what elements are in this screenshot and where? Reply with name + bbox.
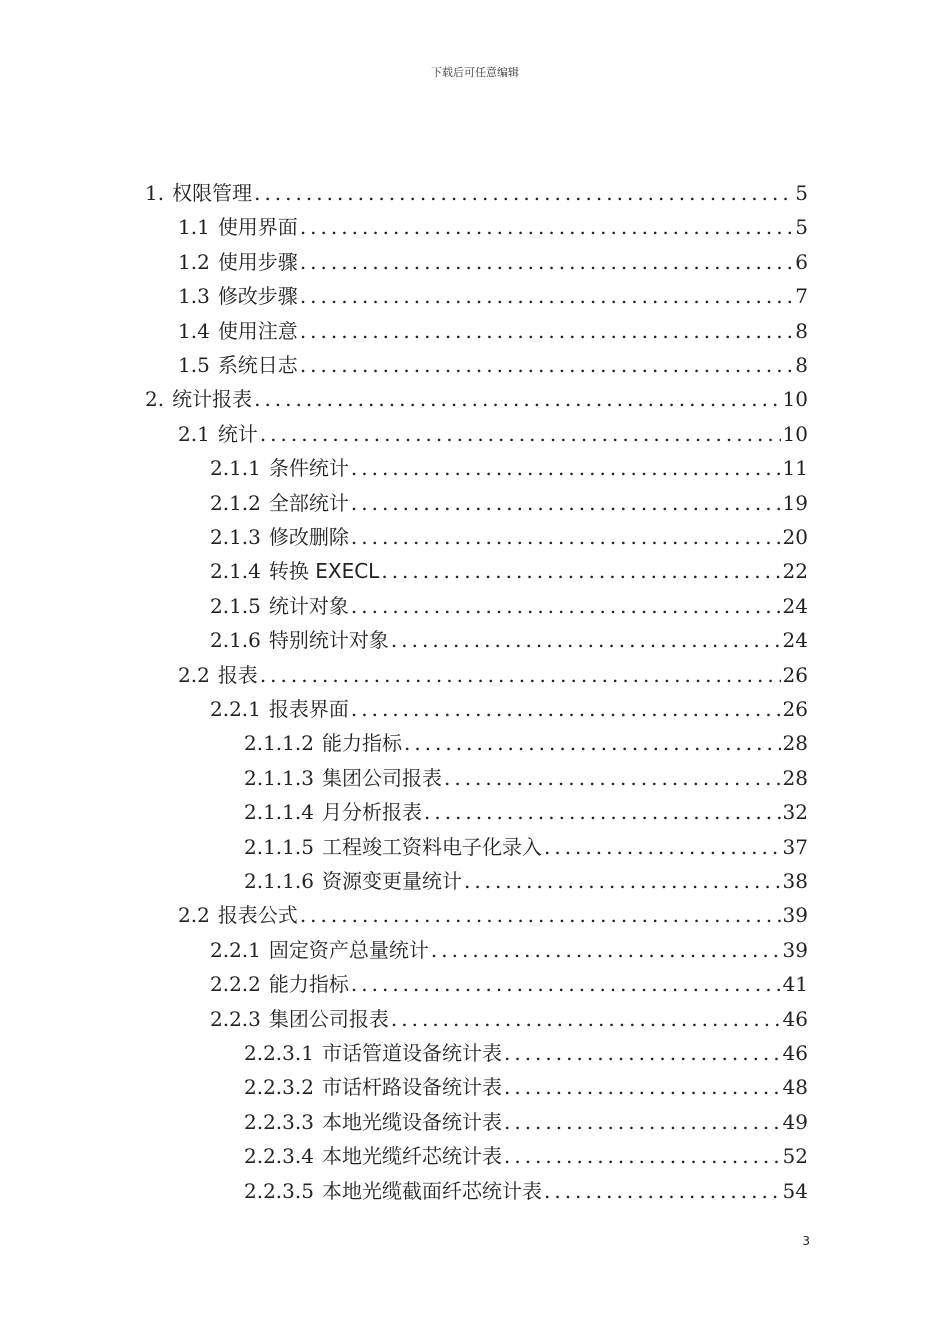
toc-entry-title: 月分析报表 bbox=[321, 800, 422, 825]
toc-entry-number: 2.1.6 bbox=[210, 628, 261, 653]
toc-entry-page: 39 bbox=[782, 937, 808, 962]
toc-entry[interactable] bbox=[210, 451, 808, 485]
toc-entry-title: 修改删除 bbox=[268, 525, 349, 549]
toc-entry[interactable] bbox=[244, 1070, 808, 1104]
toc-entry[interactable] bbox=[210, 520, 808, 554]
toc-leader-dots bbox=[300, 245, 793, 279]
toc-leader-dots bbox=[391, 623, 781, 657]
toc-leader-dots bbox=[464, 864, 781, 898]
toc-leader-dots bbox=[300, 210, 793, 244]
toc-entry-page: 28 bbox=[782, 731, 808, 756]
toc-leader-dots bbox=[351, 692, 781, 726]
toc-entry-page: 24 bbox=[782, 628, 808, 653]
toc-entry-page: 8 bbox=[795, 318, 808, 343]
toc-leader-dots bbox=[504, 1139, 781, 1173]
toc-entry-number: 1.3 bbox=[178, 284, 210, 309]
toc-leader-dots bbox=[260, 417, 781, 451]
toc-entry-page: 32 bbox=[782, 800, 808, 825]
toc-entry[interactable] bbox=[210, 554, 808, 588]
toc-entry-title: 本地光缆纤芯统计表 bbox=[321, 1144, 502, 1169]
toc-entry-page: 7 bbox=[795, 284, 808, 309]
toc-leader-dots bbox=[431, 933, 781, 967]
toc-leader-dots bbox=[504, 1070, 781, 1104]
toc-entry-title: 条件统计 bbox=[268, 456, 349, 481]
toc-entry-number: 2.2.3.3 bbox=[244, 1109, 314, 1134]
toc-entry-page: 46 bbox=[782, 1006, 808, 1031]
toc-entry-page: 26 bbox=[782, 662, 808, 687]
toc-entry[interactable] bbox=[244, 726, 808, 760]
toc-entry[interactable] bbox=[178, 245, 808, 279]
toc-entry[interactable] bbox=[244, 795, 808, 829]
toc-entry-title: 能力指标 bbox=[321, 731, 402, 756]
toc-leader-dots bbox=[300, 279, 793, 313]
toc-entry-number: 2.1.1.2 bbox=[244, 731, 314, 756]
toc-entry-page: 37 bbox=[782, 834, 808, 859]
toc-entry-number: 2.1.1.4 bbox=[244, 800, 314, 825]
toc-entry-title: 全部统计 bbox=[268, 490, 349, 515]
toc-entry[interactable] bbox=[178, 658, 808, 692]
toc-entry-title: 使用注意 bbox=[217, 318, 298, 343]
toc-entry-page: 48 bbox=[782, 1075, 808, 1100]
toc-leader-dots bbox=[544, 1174, 781, 1208]
toc-entry[interactable] bbox=[210, 933, 808, 967]
toc-entry[interactable] bbox=[210, 623, 808, 657]
toc-entry-number: 1. bbox=[145, 181, 165, 205]
toc-entry-title: 本地光缆截面纤芯统计表 bbox=[321, 1178, 542, 1203]
toc-entry-page: 46 bbox=[782, 1041, 808, 1065]
toc-entry-number: 1.1 bbox=[178, 215, 210, 240]
toc-entry-page: 20 bbox=[782, 525, 808, 549]
toc-entry-title: 集团公司报表 bbox=[321, 765, 442, 790]
toc-entry[interactable] bbox=[178, 417, 808, 451]
toc-entry-number: 2.2.3 bbox=[210, 1006, 261, 1031]
toc-entry-number: 2. bbox=[145, 387, 165, 412]
toc-leader-dots bbox=[300, 314, 793, 348]
toc-entry-number: 1.5 bbox=[178, 353, 210, 377]
toc-entry[interactable] bbox=[244, 761, 808, 795]
toc-leader-dots bbox=[404, 726, 781, 760]
toc-entry-page: 26 bbox=[782, 697, 808, 721]
toc-entry-title: 本地光缆设备统计表 bbox=[321, 1109, 502, 1134]
toc-entry-title: 固定资产总量统计 bbox=[268, 937, 429, 962]
toc-entry-number: 2.1.1.6 bbox=[244, 869, 314, 893]
toc-entry[interactable] bbox=[244, 864, 808, 898]
toc-entry[interactable] bbox=[210, 1002, 808, 1036]
toc-entry-title: 工程竣工资料电子化录入 bbox=[321, 834, 542, 859]
toc-entry-number: 2.2.1 bbox=[210, 697, 261, 721]
toc-entry[interactable] bbox=[178, 210, 808, 244]
toc-entry-number: 2.1.3 bbox=[210, 525, 261, 549]
toc-leader-dots bbox=[260, 658, 781, 692]
toc-entry-page: 39 bbox=[782, 903, 808, 928]
page-header: 下载后可任意编辑 bbox=[431, 66, 519, 79]
toc-entry-page: 28 bbox=[782, 765, 808, 790]
toc-entry-number: 2.1.1 bbox=[210, 456, 261, 481]
toc-entry[interactable] bbox=[244, 1174, 808, 1208]
toc-entry-number: 2.1.2 bbox=[210, 490, 261, 515]
toc-entry-page: 5 bbox=[795, 215, 808, 240]
toc-entry-title: 报表界面 bbox=[268, 697, 349, 721]
toc-entry-number: 2.1.1.5 bbox=[244, 834, 314, 859]
toc-entry-title: 能力指标 bbox=[268, 972, 349, 997]
toc-entry-number: 1.2 bbox=[178, 249, 210, 274]
toc-entry-number: 2.2 bbox=[178, 903, 210, 928]
toc-entry-number: 2.2.3.1 bbox=[244, 1041, 314, 1065]
toc-entry-title: 特别统计对象 bbox=[268, 628, 389, 653]
toc-entry-page: 54 bbox=[782, 1178, 808, 1203]
toc-leader-dots bbox=[444, 761, 781, 795]
toc-entry[interactable] bbox=[210, 486, 808, 520]
toc-entry-number: 2.2.3.4 bbox=[244, 1144, 314, 1169]
toc-entry[interactable] bbox=[244, 1036, 808, 1070]
toc-entry-page: 52 bbox=[782, 1144, 808, 1169]
toc-entry-number: 2.2.1 bbox=[210, 937, 261, 962]
toc-leader-dots bbox=[391, 1002, 781, 1036]
toc-entry-title: 报表公式 bbox=[217, 903, 298, 928]
toc-entry-title: 权限管理 bbox=[172, 181, 253, 205]
toc-entry-page: 38 bbox=[782, 869, 808, 893]
toc-leader-dots bbox=[351, 520, 781, 554]
toc-entry-page: 41 bbox=[782, 972, 808, 997]
toc-entry[interactable] bbox=[178, 898, 808, 932]
toc-entry-number: 2.2.3.2 bbox=[244, 1075, 314, 1100]
toc-entry-page: 19 bbox=[782, 490, 808, 515]
toc-entry[interactable] bbox=[178, 314, 808, 348]
toc-leader-dots bbox=[254, 176, 793, 210]
toc-leader-dots bbox=[300, 348, 793, 382]
toc-entry-title: 转换 EXECL bbox=[268, 559, 380, 584]
toc-entry-title: 使用界面 bbox=[217, 215, 298, 240]
toc-entry-number: 1.4 bbox=[178, 318, 210, 343]
toc-entry-title: 使用步骤 bbox=[217, 249, 298, 274]
toc-entry-title: 市话管道设备统计表 bbox=[321, 1041, 502, 1065]
toc-entry[interactable] bbox=[178, 279, 808, 313]
toc-leader-dots bbox=[381, 554, 780, 588]
toc-entry-number: 2.1 bbox=[178, 421, 210, 446]
toc-entry-number: 2.2.3.5 bbox=[244, 1178, 314, 1203]
toc-entry-page: 10 bbox=[782, 421, 808, 446]
page-number: 3 bbox=[802, 1234, 810, 1248]
toc-entry-page: 6 bbox=[795, 249, 808, 274]
toc-entry[interactable] bbox=[145, 382, 808, 416]
toc-entry-title: 统计对象 bbox=[268, 593, 349, 618]
toc-leader-dots bbox=[504, 1036, 781, 1070]
toc-leader-dots bbox=[424, 795, 781, 829]
toc-entry-page: 8 bbox=[795, 353, 808, 377]
toc-entry[interactable] bbox=[210, 692, 808, 726]
toc-entry[interactable] bbox=[210, 967, 808, 1001]
toc-leader-dots bbox=[351, 967, 781, 1001]
toc-entry-title: 市话杆路设备统计表 bbox=[321, 1075, 502, 1100]
toc-entry-number: 2.1.1.3 bbox=[244, 765, 314, 790]
toc-entry-number: 2.1.4 bbox=[210, 559, 261, 584]
toc-entry-title: 资源变更量统计 bbox=[321, 869, 462, 893]
toc-entry-title: 统计 bbox=[217, 421, 258, 446]
toc-entry-page: 22 bbox=[782, 559, 808, 584]
toc-entry-page: 49 bbox=[782, 1109, 808, 1134]
toc-leader-dots bbox=[254, 382, 780, 416]
toc-entry[interactable] bbox=[210, 589, 808, 623]
toc-entry-number: 2.2 bbox=[178, 662, 210, 687]
toc-leader-dots bbox=[351, 451, 781, 485]
toc-leader-dots bbox=[300, 898, 781, 932]
toc-entry[interactable] bbox=[244, 1139, 808, 1173]
toc-entry-page: 10 bbox=[782, 387, 808, 412]
toc-entry-title: 报表 bbox=[217, 662, 258, 687]
toc-entry-title: 集团公司报表 bbox=[268, 1006, 389, 1031]
toc-leader-dots bbox=[544, 830, 781, 864]
toc-leader-dots bbox=[504, 1105, 781, 1139]
toc-entry-number: 2.1.5 bbox=[210, 593, 261, 618]
toc-entry[interactable] bbox=[244, 830, 808, 864]
toc-entry-page: 24 bbox=[782, 593, 808, 618]
toc-entry-title: 系统日志 bbox=[217, 353, 298, 377]
toc-entry-page: 5 bbox=[795, 181, 808, 205]
toc-entry-page: 11 bbox=[782, 456, 808, 481]
toc-entry-title: 修改步骤 bbox=[217, 284, 298, 309]
toc-entry-title: 统计报表 bbox=[172, 387, 253, 412]
toc-leader-dots bbox=[351, 486, 781, 520]
toc-leader-dots bbox=[351, 589, 781, 623]
toc-entry[interactable] bbox=[244, 1105, 808, 1139]
toc-entry[interactable] bbox=[145, 176, 808, 210]
toc-entry-number: 2.2.2 bbox=[210, 972, 261, 997]
toc-entry[interactable] bbox=[178, 348, 808, 382]
